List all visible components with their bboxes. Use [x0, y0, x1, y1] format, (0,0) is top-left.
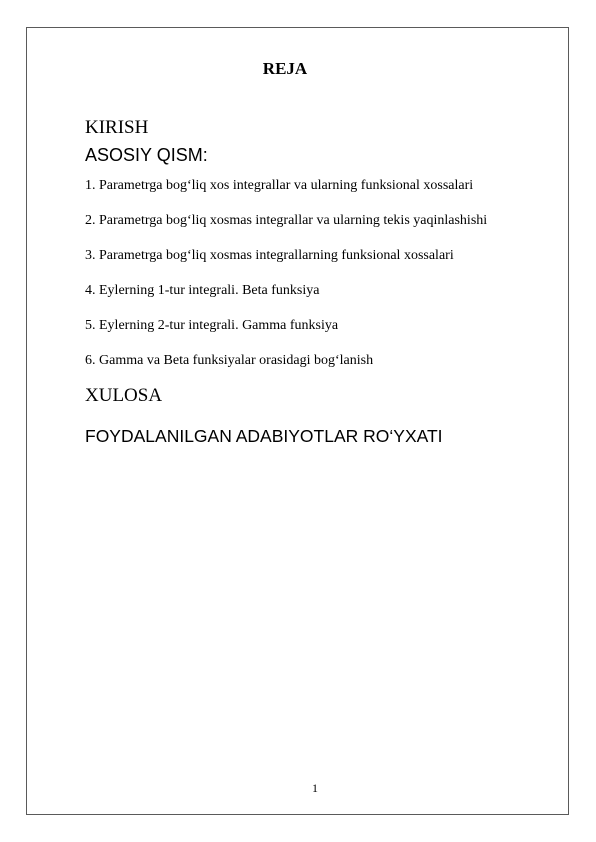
toc-item-1: 1. Parametrga bog‘liq xos integrallar va ularning funksional xossalari [85, 178, 474, 193]
toc-item-5: 5. Eylerning 2-tur integrali. Gamma funksiya [85, 318, 339, 333]
toc-item-3: 3. Parametrga bog‘liq xosmas integrallarning funksional xossalari [85, 248, 454, 263]
heading-asosiy-qism: ASOSIY QISM: [85, 145, 208, 165]
toc-list [85, 178, 487, 388]
heading-foydalanilgan-adabiyotlar: FOYDALANILGAN ADABIYOTLAR RO‘YXATI [85, 426, 443, 446]
heading-xulosa: XULOSA [85, 385, 163, 406]
heading-kirish: KIRISH [85, 117, 149, 138]
toc-item-4: 4. Eylerning 1-tur integrali. Beta funksiya [85, 283, 320, 298]
page-title: REJA [262, 59, 308, 78]
toc-item-6: 6. Gamma va Beta funksiyalar orasidagi bog‘lanish [85, 353, 374, 368]
page-number: 1 [312, 781, 318, 795]
toc-item-2: 2. Parametrga bog‘liq xosmas integrallar va ularning tekis yaqinlashishi [85, 213, 488, 228]
